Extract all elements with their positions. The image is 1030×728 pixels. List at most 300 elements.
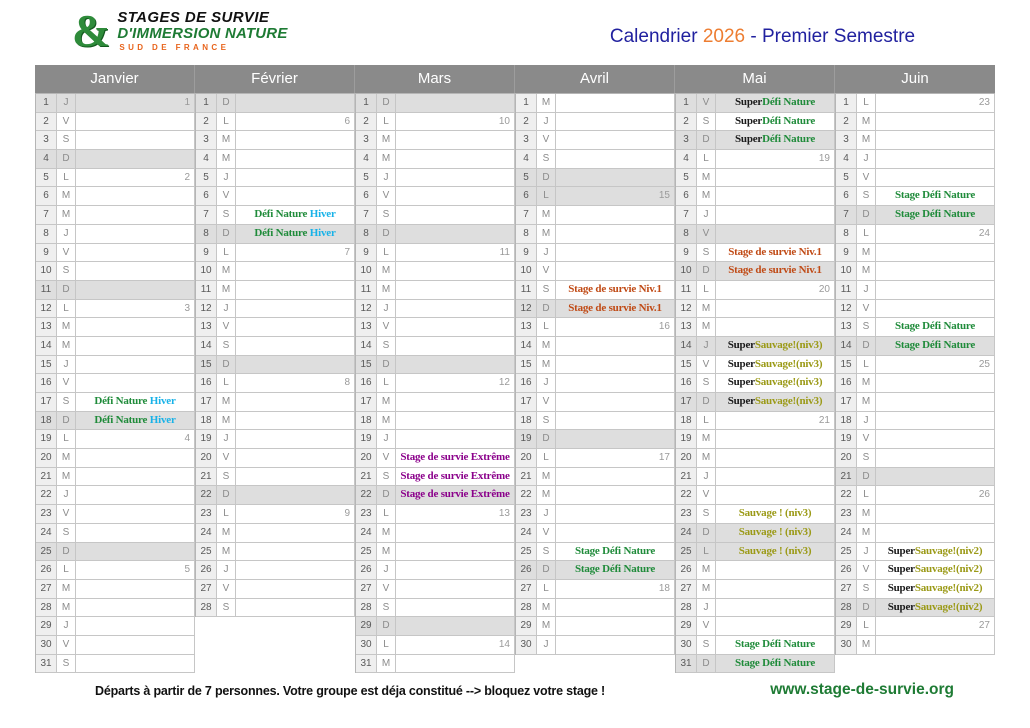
day-letter: L (857, 94, 876, 112)
day-number: 25 (196, 543, 217, 561)
day-letter: S (217, 206, 236, 224)
day-row (676, 505, 835, 524)
day-row (836, 337, 995, 356)
event-cell (236, 169, 355, 187)
day-number: 20 (836, 449, 857, 467)
event-cell (556, 113, 675, 131)
event-cell (236, 337, 355, 355)
day-number: 6 (516, 187, 537, 205)
day-row (516, 131, 675, 150)
day-row (836, 412, 995, 431)
event-cell (876, 187, 995, 205)
day-number: 21 (36, 468, 57, 486)
day-row (36, 374, 195, 393)
event-label: Stage de survie Niv.1 (568, 282, 662, 295)
day-row (516, 94, 675, 113)
event-cell (396, 281, 515, 299)
event-cell (876, 225, 995, 243)
event-cell (716, 617, 835, 635)
day-number: 5 (36, 169, 57, 187)
day-row (676, 543, 835, 562)
event-cell (76, 244, 195, 262)
day-number: 2 (676, 113, 697, 131)
day-number: 9 (356, 244, 377, 262)
event-cell (716, 169, 835, 187)
day-row (676, 318, 835, 337)
day-letter: M (537, 617, 556, 635)
day-row (516, 543, 675, 562)
event-cell (876, 206, 995, 224)
event-cell (876, 374, 995, 392)
day-row (516, 561, 675, 580)
day-number: 12 (36, 300, 57, 318)
day-row (676, 281, 835, 300)
day-row (356, 393, 515, 412)
day-letter: M (217, 262, 236, 280)
day-row (516, 113, 675, 132)
event-cell (76, 262, 195, 280)
month-day-grid (195, 93, 355, 617)
day-letter: V (697, 356, 716, 374)
event-cell (396, 262, 515, 280)
day-row (36, 617, 195, 636)
day-row (356, 262, 515, 281)
day-row (356, 449, 515, 468)
day-letter: M (217, 281, 236, 299)
day-row (676, 356, 835, 375)
day-number: 6 (196, 187, 217, 205)
day-letter: M (57, 468, 76, 486)
day-letter: S (57, 655, 76, 673)
day-row (676, 617, 835, 636)
day-letter: J (697, 599, 716, 617)
day-letter: M (537, 468, 556, 486)
day-row (836, 94, 995, 113)
event-label: Super (727, 376, 755, 389)
day-letter: S (537, 150, 556, 168)
event-cell (76, 468, 195, 486)
day-letter: J (57, 94, 76, 112)
event-cell (556, 206, 675, 224)
day-number: 26 (836, 561, 857, 579)
event-label: Sauvage!(niv3) (754, 357, 823, 370)
day-row (836, 505, 995, 524)
week-number: 10 (498, 115, 510, 127)
day-row (36, 337, 195, 356)
day-letter: V (537, 131, 556, 149)
day-letter: M (697, 561, 716, 579)
event-cell (396, 374, 515, 392)
day-number: 3 (196, 131, 217, 149)
day-row (516, 150, 675, 169)
event-cell (396, 206, 515, 224)
day-number: 26 (356, 561, 377, 579)
day-number: 23 (356, 505, 377, 523)
day-row (356, 300, 515, 319)
day-row (36, 449, 195, 468)
day-row (676, 244, 835, 263)
month-header-label: Juin (835, 65, 995, 93)
event-cell (76, 318, 195, 336)
day-number: 9 (516, 244, 537, 262)
day-row (836, 430, 995, 449)
event-cell (396, 543, 515, 561)
day-letter: S (57, 131, 76, 149)
day-number: 2 (196, 113, 217, 131)
day-row (836, 617, 995, 636)
day-letter: S (697, 113, 716, 131)
calendar-grid (35, 65, 995, 673)
day-number: 29 (516, 617, 537, 635)
month-column (355, 65, 515, 673)
day-letter: J (217, 300, 236, 318)
day-row (196, 113, 355, 132)
day-letter: M (537, 94, 556, 112)
day-letter: M (377, 655, 396, 673)
event-cell (236, 561, 355, 579)
day-letter: S (697, 374, 716, 392)
day-letter: M (57, 318, 76, 336)
day-row (516, 187, 675, 206)
day-row (676, 486, 835, 505)
week-number: 21 (818, 414, 830, 426)
day-letter: M (377, 524, 396, 542)
day-letter: D (377, 356, 396, 374)
day-letter: J (697, 337, 716, 355)
day-row (356, 412, 515, 431)
week-number: 2 (184, 171, 190, 183)
day-letter: S (537, 281, 556, 299)
event-cell (76, 505, 195, 523)
day-number: 17 (836, 393, 857, 411)
event-cell (396, 430, 515, 448)
event-label: Stage de survie Extrême (400, 451, 510, 464)
event-cell (236, 150, 355, 168)
day-number: 13 (836, 318, 857, 336)
day-number: 2 (516, 113, 537, 131)
day-letter: M (217, 131, 236, 149)
event-cell (76, 374, 195, 392)
day-number: 27 (36, 580, 57, 598)
day-number: 12 (196, 300, 217, 318)
day-number: 4 (36, 150, 57, 168)
event-cell (76, 300, 195, 318)
day-number: 16 (36, 374, 57, 392)
day-letter: S (217, 468, 236, 486)
day-row (196, 356, 355, 375)
day-number: 4 (676, 150, 697, 168)
event-cell (396, 505, 515, 523)
day-letter: D (537, 561, 556, 579)
event-cell (556, 468, 675, 486)
day-number: 25 (516, 543, 537, 561)
event-cell (556, 131, 675, 149)
day-row (36, 468, 195, 487)
day-letter: S (377, 468, 396, 486)
day-number: 20 (676, 449, 697, 467)
day-letter: M (217, 412, 236, 430)
event-cell (396, 356, 515, 374)
day-letter: L (57, 300, 76, 318)
day-number: 17 (676, 393, 697, 411)
event-label: Stage Défi Nature (574, 563, 656, 576)
day-number: 11 (676, 281, 697, 299)
day-letter: V (697, 486, 716, 504)
day-letter: L (377, 636, 396, 654)
day-letter: M (857, 131, 876, 149)
day-number: 28 (196, 599, 217, 617)
event-cell (236, 187, 355, 205)
day-letter: J (537, 505, 556, 523)
day-letter: D (377, 94, 396, 112)
day-letter: M (57, 599, 76, 617)
day-row (196, 449, 355, 468)
event-cell (236, 262, 355, 280)
day-number: 20 (356, 449, 377, 467)
day-row (196, 374, 355, 393)
event-label: Super (887, 581, 915, 594)
day-number: 15 (196, 356, 217, 374)
week-number: 13 (498, 508, 510, 520)
week-number: 9 (344, 508, 350, 520)
event-cell (876, 599, 995, 617)
day-row (836, 300, 995, 319)
day-row (36, 94, 195, 113)
day-letter: M (857, 505, 876, 523)
day-letter: V (57, 505, 76, 523)
day-row (836, 561, 995, 580)
event-cell (236, 505, 355, 523)
day-letter: L (217, 374, 236, 392)
event-cell (876, 169, 995, 187)
event-cell (876, 113, 995, 131)
day-letter: S (57, 262, 76, 280)
day-number: 18 (36, 412, 57, 430)
event-cell (76, 617, 195, 635)
day-row (356, 244, 515, 263)
event-cell (236, 94, 355, 112)
day-number: 21 (676, 468, 697, 486)
day-row (36, 430, 195, 449)
day-letter: V (697, 225, 716, 243)
logo-line-2: D'IMMERSION NATURE (117, 24, 288, 42)
day-row (196, 206, 355, 225)
event-cell (396, 580, 515, 598)
day-number: 26 (676, 561, 697, 579)
day-letter: D (57, 150, 76, 168)
day-number: 15 (676, 356, 697, 374)
event-cell (876, 94, 995, 112)
day-letter: M (537, 225, 556, 243)
event-cell (236, 131, 355, 149)
day-letter: M (697, 187, 716, 205)
week-number: 18 (658, 582, 670, 594)
event-cell (76, 94, 195, 112)
day-row (36, 524, 195, 543)
day-row (836, 599, 995, 618)
event-cell (396, 337, 515, 355)
day-number: 5 (356, 169, 377, 187)
event-cell (716, 505, 835, 523)
day-letter: D (377, 617, 396, 635)
day-letter: D (857, 337, 876, 355)
title-suffix: - Premier Semestre (745, 26, 916, 47)
day-number: 8 (356, 225, 377, 243)
event-cell (876, 636, 995, 654)
logo-text (117, 10, 287, 52)
day-row (836, 150, 995, 169)
day-letter: M (217, 524, 236, 542)
event-cell (76, 356, 195, 374)
day-letter: M (537, 356, 556, 374)
day-letter: S (697, 505, 716, 523)
event-cell (876, 449, 995, 467)
day-letter: M (217, 393, 236, 411)
week-number: 17 (658, 452, 670, 464)
day-letter: M (857, 636, 876, 654)
day-row (36, 187, 195, 206)
day-number: 20 (36, 449, 57, 467)
day-letter: D (537, 169, 556, 187)
day-row (516, 449, 675, 468)
day-letter: M (857, 262, 876, 280)
day-letter: J (537, 374, 556, 392)
day-row (836, 262, 995, 281)
day-row (196, 150, 355, 169)
day-number: 7 (676, 206, 697, 224)
day-row (836, 393, 995, 412)
event-label: Super (887, 544, 915, 557)
day-letter: J (377, 430, 396, 448)
day-letter: D (217, 94, 236, 112)
logo-line-3: SUD DE FRANCE (119, 42, 230, 52)
event-label: Sauvage!(niv3) (754, 376, 823, 389)
day-number: 3 (516, 131, 537, 149)
event-cell (76, 543, 195, 561)
event-cell (396, 636, 515, 654)
event-cell (396, 449, 515, 467)
day-row (356, 561, 515, 580)
week-number: 20 (818, 283, 830, 295)
month-day-grid (355, 93, 515, 673)
day-number: 16 (516, 374, 537, 392)
day-number: 21 (356, 468, 377, 486)
event-label: Stage de survie Niv.1 (728, 264, 822, 277)
day-letter: D (697, 393, 716, 411)
day-number: 15 (836, 356, 857, 374)
day-letter: V (697, 617, 716, 635)
day-number: 18 (516, 412, 537, 430)
day-letter: M (697, 449, 716, 467)
day-letter: M (697, 169, 716, 187)
day-row (516, 486, 675, 505)
event-cell (236, 580, 355, 598)
day-letter: M (537, 337, 556, 355)
day-letter: L (57, 430, 76, 448)
day-letter: J (57, 225, 76, 243)
event-cell (396, 244, 515, 262)
day-number: 13 (676, 318, 697, 336)
day-number: 18 (356, 412, 377, 430)
day-row (516, 412, 675, 431)
day-row (356, 486, 515, 505)
event-cell (396, 524, 515, 542)
day-row (676, 561, 835, 580)
day-number: 27 (516, 580, 537, 598)
day-row (516, 505, 675, 524)
day-number: 14 (836, 337, 857, 355)
day-number: 14 (36, 337, 57, 355)
day-letter: M (377, 281, 396, 299)
event-label: Stage Défi Nature (734, 656, 816, 669)
event-label: Sauvage ! (niv3) (738, 525, 812, 538)
day-number: 7 (196, 206, 217, 224)
day-letter: L (697, 150, 716, 168)
day-letter: J (57, 617, 76, 635)
event-cell (396, 599, 515, 617)
day-row (676, 169, 835, 188)
day-number: 19 (676, 430, 697, 448)
day-letter: M (857, 244, 876, 262)
day-number: 7 (836, 206, 857, 224)
event-cell (716, 543, 835, 561)
day-letter: M (537, 206, 556, 224)
day-row (836, 524, 995, 543)
day-letter: M (57, 206, 76, 224)
day-number: 24 (196, 524, 217, 542)
day-number: 19 (356, 430, 377, 448)
day-row (36, 412, 195, 431)
event-cell (876, 262, 995, 280)
day-row (836, 636, 995, 655)
event-cell (716, 187, 835, 205)
event-cell (396, 94, 515, 112)
event-cell (556, 281, 675, 299)
day-row (36, 580, 195, 599)
event-cell (876, 617, 995, 635)
event-cell (236, 412, 355, 430)
day-letter: L (697, 412, 716, 430)
day-number: 17 (36, 393, 57, 411)
day-number: 31 (36, 655, 57, 673)
event-cell (716, 113, 835, 131)
day-row (356, 113, 515, 132)
day-letter: L (537, 187, 556, 205)
event-label: Sauvage!(niv2) (914, 544, 983, 557)
event-cell (716, 468, 835, 486)
event-cell (716, 337, 835, 355)
event-label: Super (887, 600, 915, 613)
day-letter: V (217, 318, 236, 336)
day-row (676, 393, 835, 412)
event-label: Défi Nature (762, 96, 815, 108)
day-letter: J (217, 561, 236, 579)
day-number: 23 (836, 505, 857, 523)
day-number: 1 (196, 94, 217, 112)
day-number: 19 (36, 430, 57, 448)
event-cell (76, 169, 195, 187)
day-row (836, 580, 995, 599)
day-letter: J (697, 468, 716, 486)
day-row (356, 543, 515, 562)
week-number: 26 (978, 489, 990, 501)
website-link[interactable]: www.stage-de-survie.org (770, 681, 954, 698)
day-number: 27 (676, 580, 697, 598)
day-row (516, 599, 675, 618)
day-letter: L (537, 318, 556, 336)
day-letter: L (217, 505, 236, 523)
departure-note: Départs à partir de 7 personnes. Votre groupe est déja constitué --> bloquez votre stage ! (95, 684, 606, 698)
